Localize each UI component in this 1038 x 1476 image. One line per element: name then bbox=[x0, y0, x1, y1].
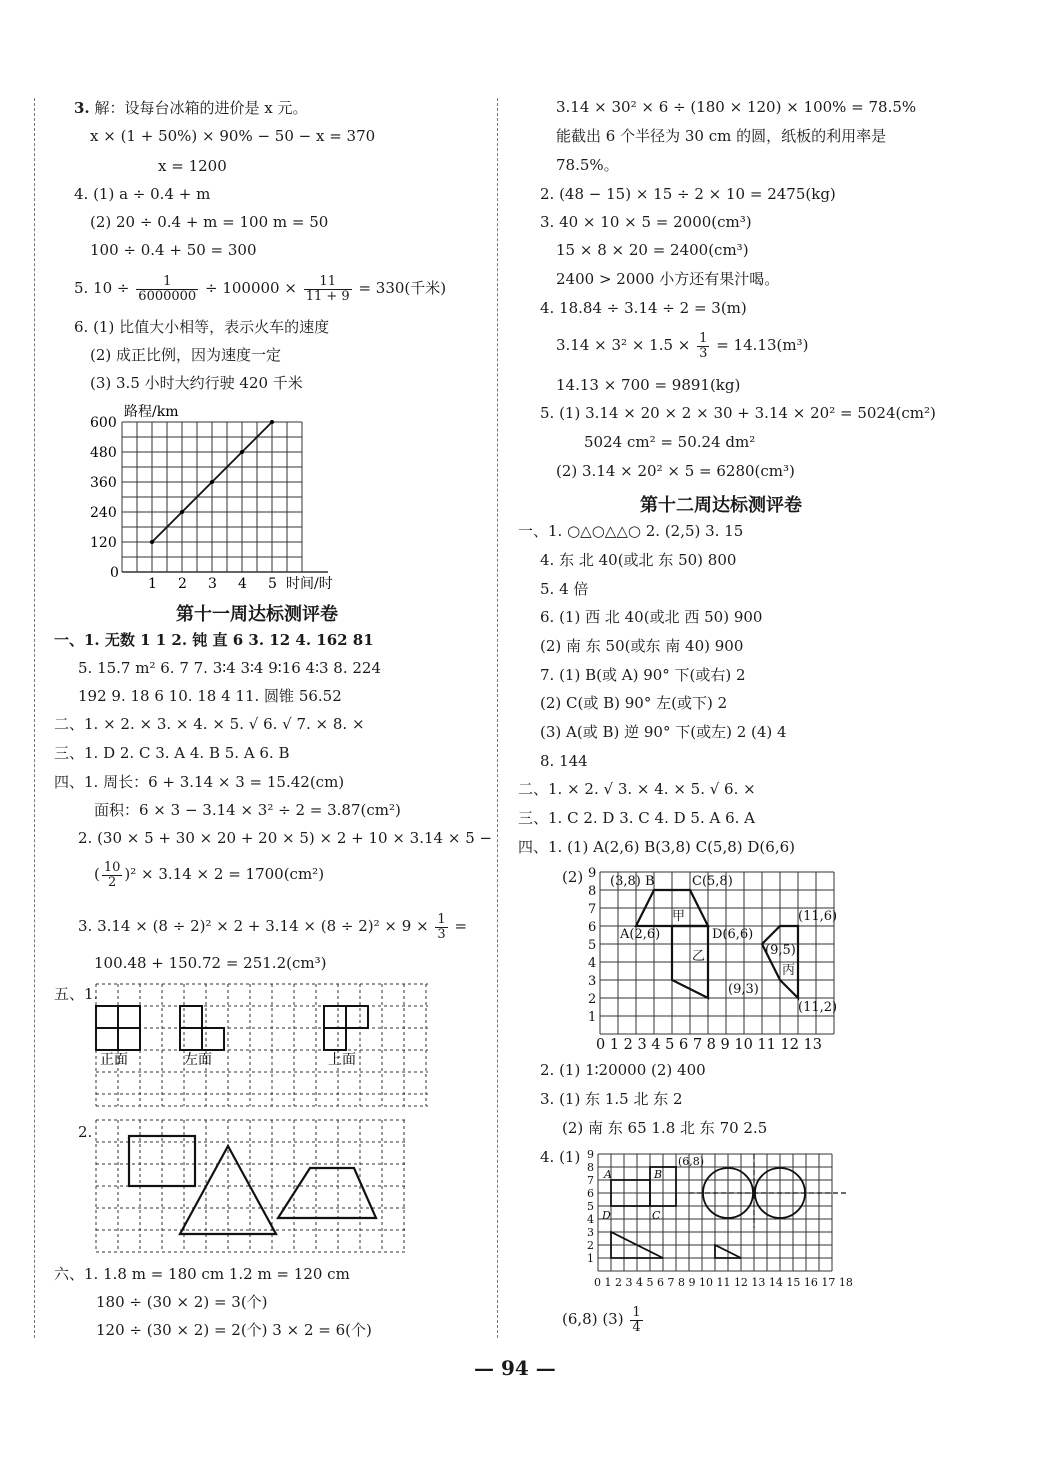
trapezoid-shape bbox=[278, 1168, 376, 1218]
s4-line3: 2. (30 × 5 + 30 × 20 + 20 × 5) × 2 + 10 × 3.14 × 5 − bbox=[78, 829, 493, 847]
graph-ytick: 480 bbox=[90, 445, 117, 461]
g2-label-a: A bbox=[604, 1168, 612, 1181]
right-q3-line1: 3. 40 × 10 × 5 = 2000(cm³) bbox=[540, 213, 752, 231]
graph-ytick: 360 bbox=[90, 475, 117, 491]
s4-line1: 四、1. 周长：6 + 3.14 × 3 = 15.42(cm) bbox=[54, 773, 345, 791]
graph-point bbox=[180, 510, 184, 514]
g2-ytick: 9 bbox=[587, 1148, 594, 1161]
right-q4-line3: 14.13 × 700 = 9891(kg) bbox=[556, 376, 741, 394]
right-q2: 2. (48 − 15) × 15 ÷ 2 × 10 = 2475(kg) bbox=[540, 185, 836, 203]
graph-xtick: 3 bbox=[208, 576, 217, 592]
p1-line6: 7. (1) B(或 A) 90° 下(或右) 2 bbox=[540, 666, 746, 684]
coordinate-grid-1 bbox=[580, 866, 850, 1056]
p4-q4-label: 4. (1) bbox=[540, 1148, 581, 1166]
p4-part2-label: (2) bbox=[562, 868, 584, 886]
p1-line3: 5. 4 倍 bbox=[540, 580, 589, 598]
graph-xtick: 2 bbox=[178, 576, 187, 592]
g1-ytick: 2 bbox=[588, 992, 597, 1007]
right-q5-line1: 5. (1) 3.14 × 20 × 2 × 30 + 3.14 × 20² = 5024(cm²) bbox=[540, 404, 936, 422]
s1-line3: 192 9. 18 6 10. 18 4 11. 圆锥 56.52 bbox=[78, 687, 342, 705]
left-q3-line1: 3. 解：设每台冰箱的进价是 x 元。 bbox=[74, 99, 308, 117]
graph-point bbox=[210, 480, 214, 484]
coordinate-grid-2 bbox=[584, 1148, 854, 1293]
g1-label-a: A(2,6) bbox=[620, 927, 661, 942]
p4-q3-line2: (2) 南 东 65 1.8 北 东 70 2.5 bbox=[562, 1119, 768, 1137]
shapes-grid bbox=[92, 1116, 414, 1258]
g1-label-bing: 丙 bbox=[782, 963, 796, 978]
g1-ytick: 1 bbox=[588, 1010, 597, 1025]
g1-label-116: (11,6) bbox=[798, 909, 838, 924]
center-divider-dashes bbox=[497, 98, 498, 1338]
g2-ytick: 5 bbox=[587, 1200, 594, 1213]
g2-label-d: D bbox=[602, 1209, 611, 1222]
p4-last-line: (6,8) (3) $\frac{1}{4}$ bbox=[562, 1304, 641, 1335]
graph-xtick: 1 bbox=[148, 576, 157, 592]
top-view-shape bbox=[324, 1006, 368, 1050]
g2-ytick: 3 bbox=[587, 1226, 594, 1239]
graph-point bbox=[240, 450, 244, 454]
section-12-title: 第十二周达标测评卷 bbox=[640, 495, 802, 516]
left-view-shape bbox=[180, 1006, 224, 1050]
g1-ytick: 5 bbox=[588, 938, 597, 953]
g2-ytick: 6 bbox=[587, 1187, 594, 1200]
p1-line7: (2) C(或 B) 90° 左(或下) 2 bbox=[540, 694, 728, 712]
left-view-label: 左面 bbox=[184, 1052, 212, 1068]
p1-line4: 6. (1) 西 北 40(或北 西 50) 900 bbox=[540, 608, 763, 626]
p4-q2: 2. (1) 1∶20000 (2) 400 bbox=[540, 1061, 706, 1079]
graph-xlabel: 时间/时 bbox=[286, 576, 333, 592]
p1-line5: (2) 南 东 50(或东 南 40) 900 bbox=[540, 637, 744, 655]
p4-line1: 四、1. (1) A(2,6) B(3,8) C(5,8) D(6,6) bbox=[518, 838, 795, 856]
p1-line9: 8. 144 bbox=[540, 752, 588, 770]
left-q5: 5. 10 ÷ $\frac{1}{6000000}$ ÷ 100000 × $\frac{11}{11 + 9}$ = 330(千米) bbox=[74, 273, 447, 304]
left-q6-line3: (3) 3.5 小时大约行驶 420 千米 bbox=[90, 374, 303, 392]
p2-line: 二、1. × 2. √ 3. × 4. × 5. √ 6. × bbox=[518, 780, 756, 798]
left-q4-line3: 100 ÷ 0.4 + 50 = 300 bbox=[90, 241, 257, 259]
right-q4-line1: 4. 18.84 ÷ 3.14 ÷ 2 = 3(m) bbox=[540, 299, 747, 317]
right-q4-line2: 3.14 × 3² × 1.5 × $\frac{1}{3}$ = 14.13(m³) bbox=[556, 330, 809, 361]
g1-ytick: 4 bbox=[588, 956, 597, 971]
graph-grid bbox=[122, 422, 328, 572]
s4-line6: 100.48 + 150.72 = 251.2(cm³) bbox=[94, 954, 327, 972]
g1-label-95: (9,5) bbox=[765, 943, 796, 958]
g1-label-112: (11,2) bbox=[798, 1000, 838, 1015]
p4-q3-line1: 3. (1) 东 1.5 北 东 2 bbox=[540, 1090, 683, 1108]
s4-line5: 3. 3.14 × (8 ÷ 2)² × 2 + 3.14 × (8 ÷ 2)² × 9 × $\frac{1}{3}$ = bbox=[78, 911, 468, 942]
g1-ytick: 8 bbox=[588, 884, 597, 899]
left-q3-line3: x = 1200 bbox=[158, 157, 227, 175]
s3-line: 三、1. D 2. C 3. A 4. B 5. A 6. B bbox=[54, 744, 290, 762]
rectangle-shape bbox=[129, 1136, 195, 1186]
graph-xtick: 5 bbox=[268, 576, 277, 592]
s1-line2: 5. 15.7 m² 6. 7 7. 3∶4 3∶4 9∶16 4∶3 8. 224 bbox=[78, 659, 382, 677]
right-q5-line2: 5024 cm² = 50.24 dm² bbox=[584, 433, 756, 451]
right-top-line1: 3.14 × 30² × 6 ÷ (180 × 120) × 100% = 78.5% bbox=[556, 98, 917, 116]
graph-point bbox=[270, 420, 274, 424]
three-view-grid bbox=[92, 980, 432, 1112]
right-top-line3: 78.5%。 bbox=[556, 156, 619, 174]
distance-time-graph bbox=[80, 400, 360, 592]
s5-label1: 五、1. bbox=[54, 985, 99, 1003]
g2-ytick: 1 bbox=[587, 1252, 594, 1265]
page-number: — 94 — bbox=[474, 1356, 556, 1380]
g2-label-68: (6,8) bbox=[678, 1155, 705, 1168]
g1-ytick: 6 bbox=[588, 920, 597, 935]
s1-line1: 一、1. 无数 1 1 2. 钝 直 6 3. 12 4. 162 81 bbox=[54, 631, 374, 649]
g1-label-yi: 乙 bbox=[692, 949, 706, 964]
left-q3-line2: x × (1 + 50%) × 90% − 50 − x = 370 bbox=[90, 127, 376, 145]
g2-ytick: 4 bbox=[587, 1213, 594, 1226]
graph-ytick: 600 bbox=[90, 415, 117, 431]
g1-ytick: 3 bbox=[588, 974, 597, 989]
right-q3-line3: 2400 > 2000 小方还有果汁喝。 bbox=[556, 270, 780, 288]
g2-label-b: B bbox=[654, 1168, 663, 1181]
s6-line1: 六、1. 1.8 m = 180 cm 1.2 m = 120 cm bbox=[54, 1265, 350, 1283]
g1-ytick: 9 bbox=[588, 866, 597, 881]
g2-ytick: 8 bbox=[587, 1161, 594, 1174]
s6-line3: 120 ÷ (30 × 2) = 2(个) 3 × 2 = 6(个) bbox=[96, 1321, 372, 1339]
g1-xticks: 0 1 2 3 4 5 6 7 8 9 10 11 12 13 bbox=[596, 1037, 822, 1053]
g1-label-93: (9,3) bbox=[728, 982, 759, 997]
left-q6-line2: (2) 成正比例，因为速度一定 bbox=[90, 346, 282, 364]
g1-label-c: C(5,8) bbox=[692, 874, 733, 889]
s2-line: 二、1. × 2. × 3. × 4. × 5. √ 6. √ 7. × 8. × bbox=[54, 715, 365, 733]
graph-ylabel: 路程/km bbox=[124, 404, 179, 420]
g2-xticks: 0 1 2 3 4 5 6 7 8 9 10 11 12 13 14 15 16 17 18 bbox=[594, 1276, 853, 1289]
g1-label-jia: 甲 bbox=[672, 909, 686, 924]
left-q4-line1: 4. (1) a ÷ 0.4 + m bbox=[74, 185, 211, 203]
p1-line8: (3) A(或 B) 逆 90° 下(或左) 2 (4) 4 bbox=[540, 723, 787, 741]
g2-ytick: 7 bbox=[587, 1174, 594, 1187]
top-view-label: 上面 bbox=[328, 1052, 356, 1068]
g1-label-b: (3,8) B bbox=[610, 874, 655, 889]
section-11-title: 第十一周达标测评卷 bbox=[176, 604, 338, 625]
left-border-dashes bbox=[34, 98, 35, 1338]
g2-rectangles bbox=[611, 1167, 676, 1206]
right-q3-line2: 15 × 8 × 20 = 2400(cm³) bbox=[556, 241, 749, 259]
p1-line2: 4. 东 北 40(或北 东 50) 800 bbox=[540, 551, 737, 569]
s4-line2: 面积：6 × 3 − 3.14 × 3² ÷ 2 = 3.87(cm²) bbox=[94, 801, 401, 819]
left-q4-line2: (2) 20 ÷ 0.4 + m = 100 m = 50 bbox=[90, 213, 329, 231]
g1-ytick: 7 bbox=[588, 902, 597, 917]
g2-ytick: 2 bbox=[587, 1239, 594, 1252]
p3-line: 三、1. C 2. D 3. C 4. D 5. A 6. A bbox=[518, 809, 755, 827]
right-top-line2: 能截出 6 个半径为 30 cm 的圆，纸板的利用率是 bbox=[556, 127, 887, 145]
right-q5-line3: (2) 3.14 × 20² × 5 = 6280(cm³) bbox=[556, 462, 795, 480]
front-view-label: 正面 bbox=[100, 1052, 128, 1068]
p1-line1: 一、1. ○△○△△○ 2. (2,5) 3. 15 bbox=[518, 522, 744, 540]
graph-xtick: 4 bbox=[238, 576, 247, 592]
g2-label-c: C bbox=[652, 1209, 661, 1222]
graph-point bbox=[150, 540, 154, 544]
s5-label2: 2. bbox=[78, 1123, 93, 1141]
front-view-shape bbox=[96, 1006, 140, 1050]
g1-label-d: D(6,6) bbox=[712, 927, 754, 942]
s6-line2: 180 ÷ (30 × 2) = 3(个) bbox=[96, 1293, 268, 1311]
graph-ytick: 120 bbox=[90, 535, 117, 551]
s4-line4: ( $\frac{10}{2}$ )² × 3.14 × 2 = 1700(cm²) bbox=[94, 859, 325, 890]
left-q6-line1: 6. (1) 比值大小相等，表示火车的速度 bbox=[74, 318, 330, 336]
graph-origin: 0 bbox=[110, 565, 119, 581]
graph-ytick: 240 bbox=[90, 505, 117, 521]
